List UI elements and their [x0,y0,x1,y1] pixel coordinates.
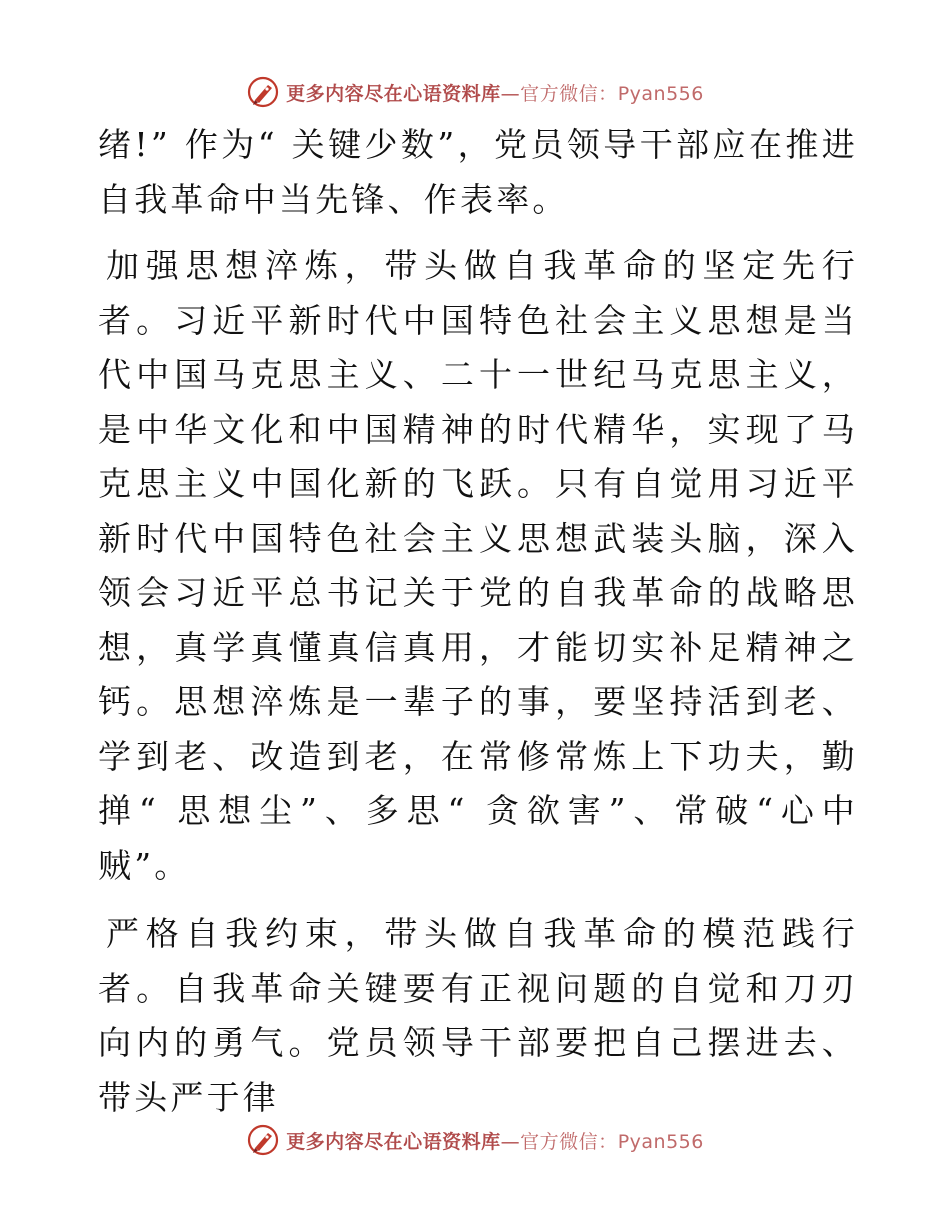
paragraph-continuation: 绪!” 作为“ 关键少数”，党员领导干部应在推进自我革命中当先锋、作表率。 [98,125,858,219]
banner-wechat-id: Pyan556 [617,82,704,105]
document-body [98,118,858,1125]
banner-site-text: 更多内容尽在心语资料库 [286,1130,501,1153]
banner-dash: — [500,82,521,105]
pen-logo-icon [246,75,280,109]
footer-banner [0,1118,950,1162]
banner-site-text: 更多内容尽在心语资料库 [286,82,501,105]
banner-dash: — [500,1130,521,1153]
paragraph-thought-tempering: 加强思想淬炼，带头做自我革命的坚定先行者。习近平新时代中国特色社会主义思想是当代中国马克思主义、二十一世纪马克思主义，是中华文化和中国精神的时代精华，实现了马克思主义中国化新的飞跃。只有自觉用习近平新时代中国特色社会主义思想武装头脑，深入领会习近平总书记关于党的自我革命的战略思想，真学真懂真信真用，才能切实补足精神之钙。思想淬炼是一辈子的事，要坚持活到老、学到老、改造到老，在常修常炼上下功夫，勤掸“ 思想尘”、多思“ 贪欲害”、常破“心中贼”。 [98,246,858,885]
pen-logo-icon [246,1123,280,1157]
banner-wechat-id: Pyan556 [617,1130,704,1153]
banner-wechat-label: 官方微信： [520,82,618,105]
header-banner [0,70,950,114]
paragraph-self-discipline: 严格自我约束，带头做自我革命的模范践行者。自我革命关键要有正视问题的自觉和刀刃向内的勇气。党员领导干部要把自己摆进去、带头严于律 [98,914,858,1117]
banner-wechat-label: 官方微信： [520,1130,618,1153]
